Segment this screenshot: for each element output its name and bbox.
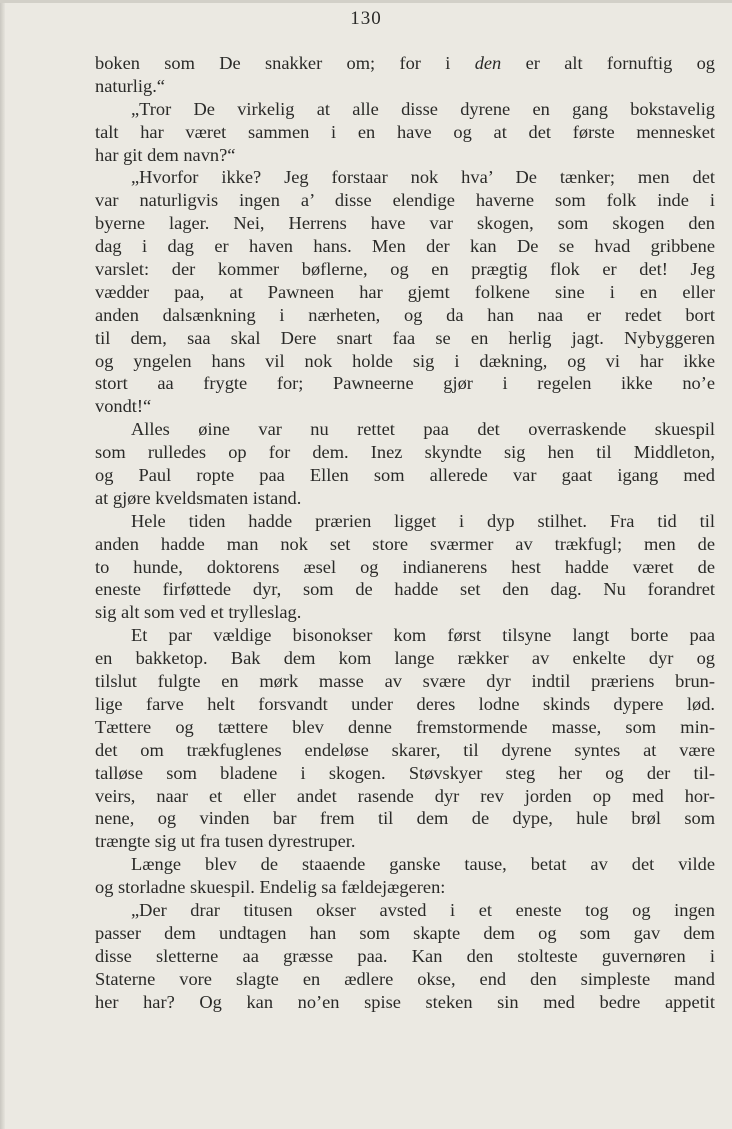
text-line: det om trækfuglenes endeløse skarer, til dyrene syntes at være [95,739,715,760]
text-line: talløse som bladene i skogen. Støvskyer steg her og der til- [95,762,715,783]
body-text [95,52,715,1013]
text-line: Staterne vore slagte en ædlere okse, end den simpleste mand [95,968,715,989]
text-line: Længe blev de staaende ganske tause, betat av det vilde [131,854,715,875]
text-line: Hele tiden hadde prærien ligget i dyp stilhet. Fra tid til [131,510,715,531]
page-edge-top [0,0,732,3]
text-line: to hunde, doktorens æsel og indianerens hest hadde været de [95,556,715,577]
text-line: talt har været sammen i en have og at det første mennesket [95,121,715,142]
text-line: lige farve helt forsvandt under deres lodne skinds dypere lød. [95,693,715,714]
text-line: og yngelen hans vil nok holde sig i dækning, og vi har ikke [95,350,715,371]
page-edge-left [0,0,5,1129]
text-line: dag i dag er haven hans. Men der kan De se hvad gribbene [95,236,715,257]
text-line: sig alt som ved et trylleslag. [95,602,302,623]
text-line: at gjøre kveldsmaten istand. [95,487,302,508]
text-line: Et par vældige bisonokser kom først tilsyne langt borte paa [131,625,715,646]
text-line: „Der drar titusen okser avsted i et eneste tog og ingen [131,899,715,920]
text-line: naturlig.“ [95,75,165,96]
text-line: her har? Og kan no’en spise steken sin med bedre appetit [95,991,715,1012]
text-line: var naturligvis ingen a’ disse elendige haverne som folk inde i [95,190,715,211]
text-line: vondt!“ [95,396,152,417]
text-line: Tættere og tættere blev denne fremstormende masse, som min- [95,716,715,737]
text-line: „Tror De virkelig at alle disse dyrene en gang bokstavelig [131,98,715,119]
emphasis-word: den [474,53,502,73]
page-number: 130 [350,8,382,29]
text-line: og Paul ropte paa Ellen som allerede var gaat igang med [95,465,715,486]
text-line: varslet: der kommer bøflerne, og en prægtig flok er det! Jeg [95,259,715,280]
text-line: og storladne skuespil. Endelig sa fældejægeren: [95,877,446,898]
text-line: vædder paa, at Pawneen har gjemt folkene sine i en eller [95,281,715,302]
text-line: stort aa frygte for; Pawneerne gjør i regelen ikke no’e [95,373,715,394]
text-line: nene, og vinden bar frem til dem de dype, hule brøl som [95,808,715,829]
text-line: som rulledes op for dem. Inez skyndte sig hen til Middleton, [95,442,715,463]
text-line: Alles øine var nu rettet paa det overraskende skuespil [131,419,715,440]
text-line: „Hvorfor ikke? Jeg forstaar nok hva’ De tænker; men det [131,167,715,188]
text-line: veirs, naar et eller andet rasende dyr rev jorden op med hor- [95,785,715,806]
text-line: byerne lager. Nei, Herrens have var skogen, som skogen den [95,213,715,234]
text-line: trængte sig ut fra tusen dyrestruper. [95,831,356,852]
text-line: eneste firføttede dyr, som de hadde set den dag. Nu forandret [95,579,715,600]
text-line: har git dem navn?“ [95,144,236,165]
text-line: en bakketop. Bak dem kom lange rækker av enkelte dyr og [95,648,715,669]
text-line: passer dem undtagen han som skapte dem og som gav dem [95,922,715,943]
text-line: til dem, saa skal Dere snart faa se en herlig jagt. Nybyggeren [95,327,715,348]
text-line: disse sletterne aa græsse paa. Kan den stolteste guvernøren i [95,945,715,966]
text-line: boken som De snakker om; for i den er alt fornuftig og [95,53,715,73]
text-line: tilslut fulgte en mørk masse av svære dyr indtil præriens brun- [95,671,715,692]
text-line: anden hadde man nok set store sværmer av trækfugl; men de [95,533,715,554]
text-line: anden dalsænkning i nærheten, og da han naa er redet bort [95,304,715,325]
